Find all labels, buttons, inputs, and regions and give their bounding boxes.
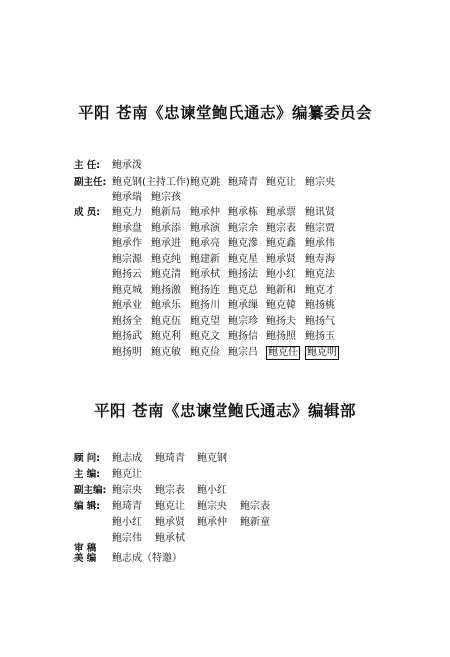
members-row xyxy=(0,346,450,360)
member-name: 鲍克法 xyxy=(305,269,335,280)
member-name: 鲍克总 xyxy=(228,284,258,296)
members-row xyxy=(0,222,450,236)
member-name: 鲍承演 xyxy=(190,222,220,234)
deputy-editor-name: 鲍小红 xyxy=(197,485,227,496)
advisor-name: 鲍克钢 xyxy=(197,453,227,464)
editor-name: 鲍宗央 xyxy=(197,501,227,512)
member-name: 鲍承进 xyxy=(151,238,181,249)
member-name: 鲍寿海 xyxy=(305,253,335,265)
member-name: 鲍扬明 xyxy=(112,346,142,358)
member-name: 鲍建新 xyxy=(190,253,220,265)
members-row xyxy=(0,315,450,329)
deputy-editor-name: 鲍宗表 xyxy=(155,485,185,496)
member-name: 鲍扬玉 xyxy=(305,331,335,342)
editor-name: 鲍承仲 xyxy=(197,517,227,528)
editor-name: 鲍承贤 xyxy=(155,517,185,528)
editors-row-2 xyxy=(0,516,450,530)
advisor-row xyxy=(0,452,450,466)
deputy-editor-name: 鲍宗央 xyxy=(112,485,142,496)
director-label: 主 任: xyxy=(74,160,101,171)
editor-name: 鲍小红 xyxy=(112,517,142,528)
member-name: 鲍承栋 xyxy=(228,207,258,218)
member-name: 鲍承仲 xyxy=(190,207,220,218)
member-name: 鲍克明 xyxy=(307,346,337,358)
member-name: 鲍克望 xyxy=(190,315,220,327)
deputy-editor-label: 副主编: xyxy=(74,485,107,496)
editor-name: 鲍承栻 xyxy=(155,533,185,544)
members-label: 成 员: xyxy=(74,207,101,218)
member-name: 鲍承票 xyxy=(266,207,296,218)
member-name: 鲍承栻 xyxy=(190,269,220,280)
members-row xyxy=(0,299,450,313)
editor-name: 鲍宗伟 xyxy=(112,533,142,544)
member-name: 鲍承亮 xyxy=(190,238,220,249)
member-name: 鲍克星 xyxy=(228,253,258,265)
member-name: 鲍扬武 xyxy=(112,331,142,342)
editorial-title: 平阳 苍南《忠谏堂鲍氏通志》编辑部 xyxy=(94,402,356,420)
member-name: 鲍新和 xyxy=(266,284,296,296)
member-name: 鲍克韓 xyxy=(266,300,296,311)
member-name: 鲍承乐 xyxy=(151,300,181,311)
member-name: 鲍承盘 xyxy=(112,222,142,234)
member-name: 鲍讯贤 xyxy=(305,207,335,218)
review-label: 审 稿 xyxy=(74,543,97,554)
member-name: 鲍承添 xyxy=(151,222,181,234)
member-name: 鲍克城 xyxy=(112,284,142,296)
member-name: 鲍克俭 xyxy=(190,346,220,358)
member-name: 鲍扬川 xyxy=(190,300,220,311)
deputy-row-1 xyxy=(0,176,450,190)
chief-name: 鲍克让 xyxy=(112,469,142,480)
chief-label: 主 编: xyxy=(74,469,101,480)
member-name: 鲍克任 xyxy=(268,346,298,358)
deputy-label: 副主任: xyxy=(74,177,107,188)
members-row xyxy=(0,237,450,251)
member-name: 鲍承贤 xyxy=(266,253,296,265)
deputy-name: 鲍宗孩 xyxy=(151,192,181,203)
committee-title: 平阳 苍南《忠谏堂鲍氏通志》编纂委员会 xyxy=(78,104,372,122)
member-name: 鲍承作 xyxy=(112,238,142,249)
member-name: 鲍小红 xyxy=(266,269,296,280)
deputy-name: 鲍克让 xyxy=(266,177,296,188)
advisor-label: 顾 问: xyxy=(74,453,101,464)
editor-name: 鲍宗表 xyxy=(240,501,270,512)
member-name: 鲍宗源 xyxy=(112,253,142,265)
deputy-name: 鲍琦青 xyxy=(228,177,258,188)
deputy-name: 鲍克跳 xyxy=(190,177,220,188)
member-name: 鲍承伟 xyxy=(305,238,335,249)
design-row xyxy=(0,552,450,566)
member-name: 鲍克滲 xyxy=(228,238,258,249)
member-name: 鲍扬气 xyxy=(305,315,335,327)
member-name: 鲍扬照 xyxy=(266,331,296,342)
member-name: 鲍克鑫 xyxy=(266,238,296,249)
member-name: 鲍扬信 xyxy=(228,331,258,342)
deputy-name: 鲍宗央 xyxy=(305,177,335,188)
member-name: 鲍克纯 xyxy=(151,253,181,265)
member-name: 鲍扬法 xyxy=(228,269,258,280)
member-name: 鲍克伍 xyxy=(151,315,181,327)
chief-row xyxy=(0,468,450,482)
editor-name: 鲍新童 xyxy=(240,517,270,528)
deputy-row-2 xyxy=(0,191,450,205)
member-name: 鲍宗余 xyxy=(228,222,258,234)
design-label: 美 编 xyxy=(74,553,97,564)
member-name: 鲍克清 xyxy=(151,269,181,280)
editor-name: 鲍克让 xyxy=(155,501,185,512)
member-name: 鲍宗吕 xyxy=(228,346,258,358)
advisor-name: 鲍志成 xyxy=(112,453,142,464)
member-name: 鲍克利 xyxy=(151,331,181,342)
members-row xyxy=(0,284,450,298)
member-name: 鲍宗珍 xyxy=(228,315,258,327)
members-row xyxy=(0,253,450,267)
director-row xyxy=(0,159,450,173)
member-name: 鲍扬桃 xyxy=(305,300,335,311)
editors-row-1 xyxy=(0,500,450,514)
members-row xyxy=(0,206,450,220)
member-name: 鲍克敏 xyxy=(151,346,181,358)
deputy-name: 鲍承瑞 xyxy=(112,192,142,203)
deputy-editor-row xyxy=(0,484,450,498)
member-name: 鲍克力 xyxy=(112,207,142,218)
member-name: 鲍扬连 xyxy=(190,284,220,296)
member-name: 鲍克才 xyxy=(305,284,335,296)
members-row xyxy=(0,268,450,282)
member-name: 鲍宗贾 xyxy=(305,222,335,234)
editors-label: 编 辑: xyxy=(74,501,101,512)
editor-name: 鲍琦青 xyxy=(112,501,142,512)
member-name: 鲍新局 xyxy=(151,207,181,218)
deputy-name: 鲍克钢(主持工作) xyxy=(112,177,190,188)
members-row xyxy=(0,330,450,344)
member-name: 鲍扬夫 xyxy=(266,315,296,327)
member-name: 鲍承业 xyxy=(112,300,142,311)
member-name: 鲍扬全 xyxy=(112,315,142,327)
member-name: 鲍扬激 xyxy=(151,284,181,296)
review-design-name: 鲍志成（特邀） xyxy=(112,553,182,564)
member-name: 鲍宗表 xyxy=(266,222,296,234)
member-name: 鲍承缫 xyxy=(228,300,258,311)
member-name: 鲍克文 xyxy=(190,331,220,342)
director-name: 鲍承泼 xyxy=(112,160,142,171)
advisor-name: 鲍琦青 xyxy=(155,453,185,464)
member-name: 鲍扬云 xyxy=(112,269,142,280)
